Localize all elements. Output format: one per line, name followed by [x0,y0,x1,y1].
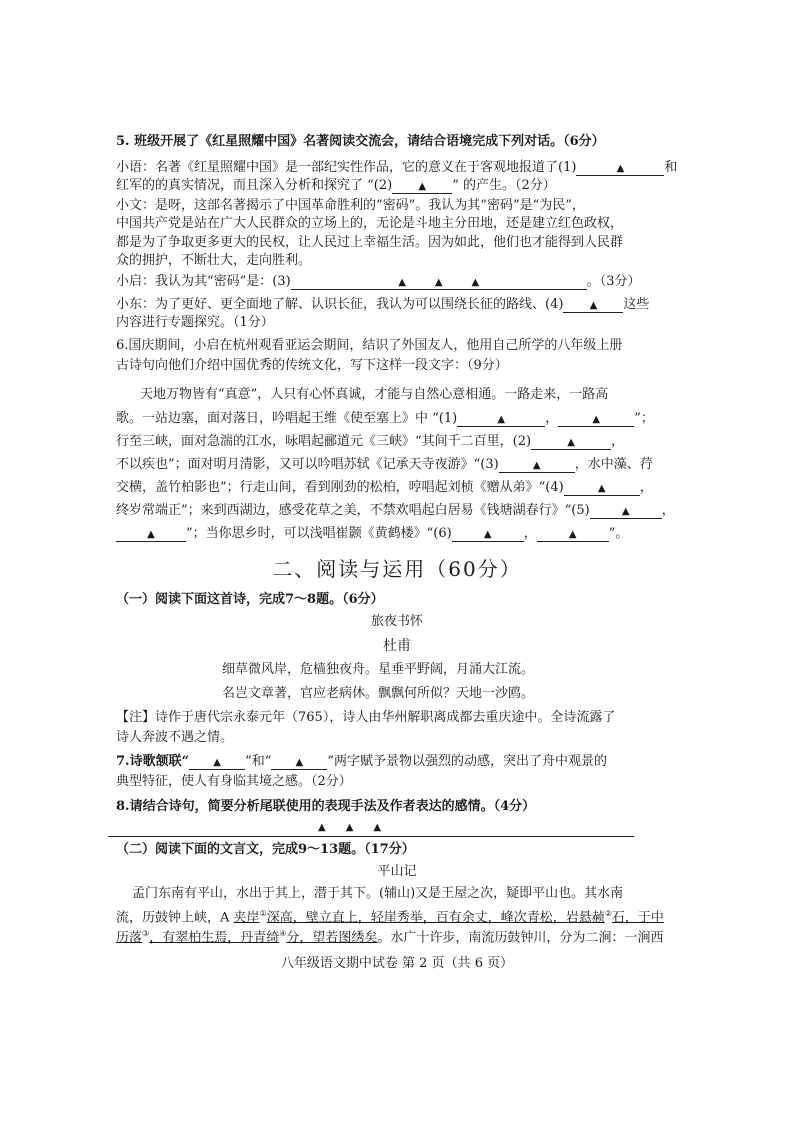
prose-intro: （二）阅读下面的文言文，完成9～13题。（17分） [116,842,415,857]
q6-para-6: 终岁常端正”；来到西湖边，感受花草之美，不禁欢唱起白居易《钱塘湖春行》“(5) ▲ ， [116,503,675,518]
q5-line9: 小东：为了更好、更全面地了解、认识长征，我认为可以围绕长征的路线、(4) ▲ 这些 [116,297,650,312]
q7-blank-2[interactable]: ▲ [271,755,327,770]
poem-blank-6a[interactable]: ▲ [452,527,524,542]
q5-line7: 众的拥护，不断壮大，走向胜利。 [116,253,312,268]
q8-answer-line[interactable] [108,836,634,837]
prose-line-2: 流，历鼓钟上峡，A 夹岸①深高，壁立直上，轻崖秀举，百有余丈，峰次青松，岩悬赪②石，于中 [116,909,664,926]
q5-line5: 中国共产党是站在广大人民群众的立场上的，无论是斗地主分田地，还是建立红色政权， [116,216,624,231]
poem-title: 旅夜书怀 [370,614,423,629]
poem-author: 杜甫 [383,638,411,654]
q6-para-2: 歌。一站边塞，面对落日，吟唱起王维《使至塞上》中 “(1) ▲ ， ▲ ”； [116,411,654,426]
answer-blank-1[interactable]: ▲ [576,161,664,176]
q6-prompt-2: 古诗句向他们介绍中国优秀的传统文化，写下这样一段文字：（9分） [116,358,508,373]
q8-answer-marks: ▲▲▲ [318,822,402,833]
q8-prompt: 8.请结合诗句，简要分析尾联使用的表现手法及作者表达的感情。（4分） [116,799,536,814]
poem-blank-4[interactable]: ▲ [564,481,640,496]
poem-intro: （一）阅读下面这首诗，完成7～8题。（6分） [116,592,384,607]
q6-para-5: 交横，盖竹柏影也”；行走山间，看到刚劲的松柏，哼唱起刘桢《赠从弟》“(4) ▲ ， [116,480,653,495]
poem-blank-3[interactable]: ▲ [499,458,575,473]
poem-line-1: 细草微风岸，危樯独夜舟。星垂平野阔，月涌大江流。 [222,662,535,677]
q6-para-3: 行至三峡，面对急湍的江水，咏唱起郦道元《三峡》“其间千二百里，(2) ▲ ， [116,434,625,449]
q5-line2: 小语：名著《红星照耀中国》是一部纪实性作品，它的意义在于客观地报道了(1) ▲ 和 [116,160,678,175]
q6-para-7: ▲ ”；当你思乡时，可以浅唱崔颢《黄鹤楼》“(6) ▲ ， ▲ ”。 [116,524,628,544]
answer-blank-4[interactable]: ▲ [563,298,623,313]
q5-line10: 内容进行专题探究。（1分） [116,315,274,330]
q5-line8: 小启：我认为其“密码”是：(3) ▲ ▲ ▲ 。（3分） [116,274,641,289]
poem-line-2: 名岂文章著，官应老病休。飘飘何所似？天地一沙鸥。 [222,686,535,701]
poem-blank-2[interactable]: ▲ [531,435,611,450]
prose-title: 平山记 [377,864,417,879]
poem-blank-5b[interactable]: ▲ [116,527,186,542]
q6-prompt: 6.国庆期间，小启在杭州观看亚运会期间，结识了外国友人，他用自己所学的八年级上册 [116,338,623,353]
q5-line6: 都是为了争取更多更大的民权，让人民过上幸福生活。因为如此，他们也才能得到人民群 [116,235,624,250]
poem-blank-5a[interactable]: ▲ [590,504,662,519]
prose-line-1: 孟门东南有平山，水出于其上，潜于其下。(辅山)又是王屋之次，疑即平山也。其水南 [132,886,624,901]
prose-line-3: 历落③，有翠柏生焉，丹青绮④分，望若图绣矣。水广十许步，南流历鼓钟川，分为二涧：一涧西 [116,929,664,946]
answer-blank-2[interactable]: ▲ [392,179,452,194]
q7-blank-1[interactable]: ▲ [189,755,245,770]
section-heading: 二、阅读与运用（60分） [272,557,522,581]
q6-para-4: 不以疾也”；面对明月清影，又可以吟唱苏轼《记承天寺夜游》“(3) ▲ ，水中藻、荇 [116,457,653,472]
poem-note-2: 诗人奔波不遇之情。 [116,730,234,745]
page-footer: 八年级语文期中试卷 第 2 页（共 6 页） [280,956,514,971]
q5-line3: 红军的的真实情况，而且深入分析和探究了 “(2) ▲ ” 的产生。（2分） [116,178,556,193]
q5-line4: 小文：是呀，这部名著揭示了中国革命胜利的“密码”。我认为其“密码”是“为民”， [116,198,585,213]
poem-note: 【注】诗作于唐代宗永泰元年（765），诗人由华州解职离成都去重庆途中。全诗流露了 [116,710,616,725]
q6-para-1: 天地万物皆有“真意”，人只有心怀真诚，才能与自然心意相通。一路走来，一路高 [140,387,609,402]
answer-blank-3[interactable]: ▲ ▲ ▲ [291,275,587,290]
poem-blank-1b[interactable]: ▲ [558,412,634,427]
poem-blank-6b[interactable]: ▲ [537,527,609,542]
q7-line2: 典型特征，使人有身临其境之感。（2分） [116,774,352,789]
q5-prompt: 5. 班级开展了《红星照耀中国》名著阅读交流会，请结合语境完成下列对话。（6分） [116,134,605,149]
q7-line1: 7.诗歌颔联“ ▲ ”和“ ▲ ”两字赋予景物以强烈的动感，突出了舟中观景的 [116,754,608,769]
poem-blank-1a[interactable]: ▲ [457,412,545,427]
